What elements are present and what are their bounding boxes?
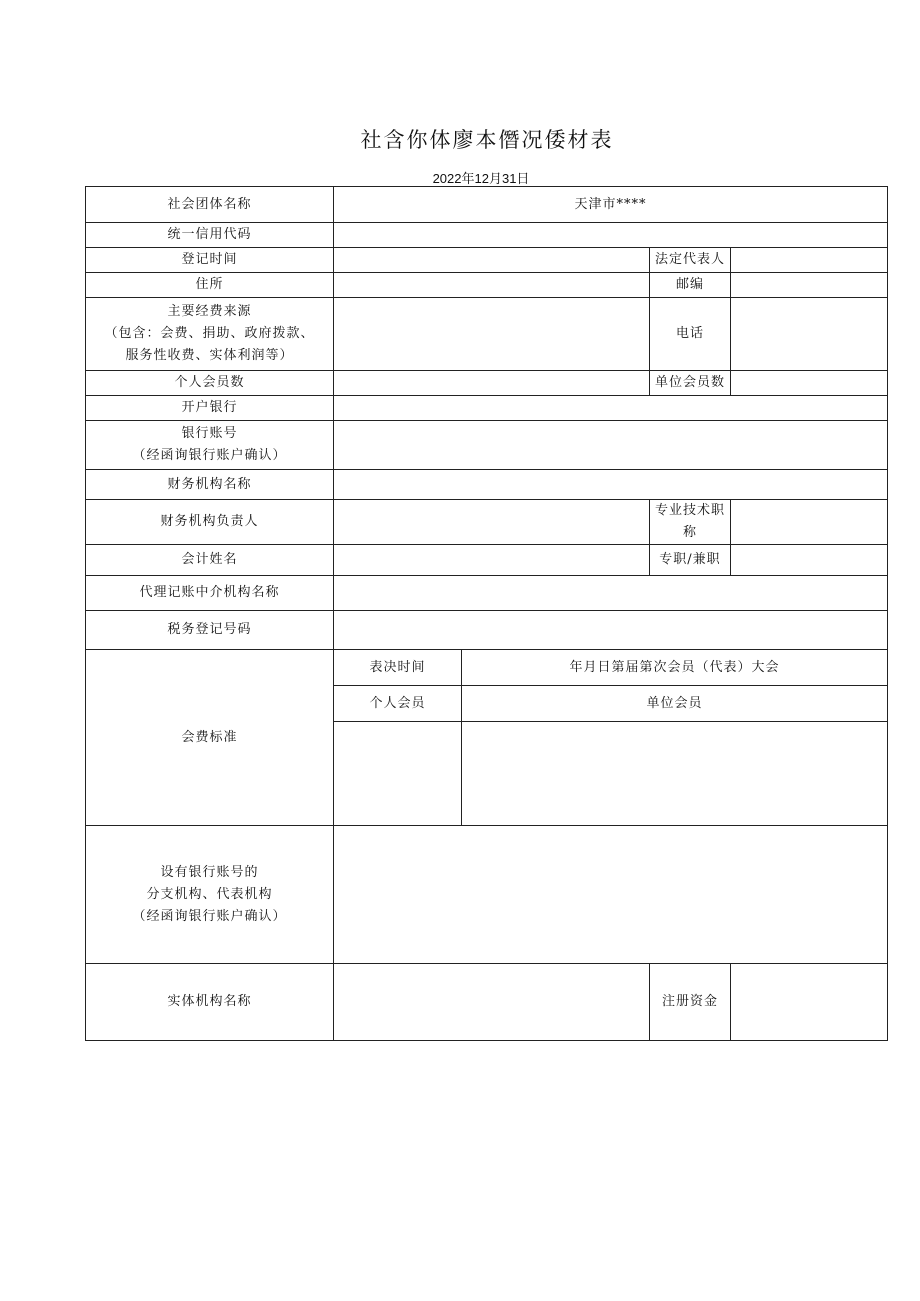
funding-label: 主要经费来源 （包含：会费、捐助、政府拨款、 服务性收费、实体利润等） bbox=[86, 298, 334, 371]
row-agency bbox=[86, 576, 888, 611]
account-label: 银行账号 （经函询银行账户确认） bbox=[86, 421, 334, 470]
fee-individual-label: 个人会员 bbox=[334, 686, 462, 722]
tax-value[interactable] bbox=[334, 611, 888, 650]
accountant-value[interactable] bbox=[334, 545, 650, 576]
address-value[interactable] bbox=[334, 273, 650, 298]
postcode-value[interactable] bbox=[731, 273, 888, 298]
accountant-label: 会计姓名 bbox=[86, 545, 334, 576]
tax-label: 税务登记号码 bbox=[86, 611, 334, 650]
postcode-label: 邮编 bbox=[650, 273, 731, 298]
phone-label: 电话 bbox=[650, 298, 731, 371]
fee-standard-label: 会费标准 bbox=[86, 650, 334, 826]
fee-individual-value[interactable] bbox=[334, 722, 462, 826]
finance-head-value[interactable] bbox=[334, 500, 650, 545]
row-credit-code bbox=[86, 223, 888, 248]
agency-label: 代理记账中介机构名称 bbox=[86, 576, 334, 611]
report-date: 2022年12月31日 bbox=[432, 171, 530, 186]
row-branch bbox=[86, 826, 888, 964]
row-entity bbox=[86, 964, 888, 1041]
finance-org-value[interactable] bbox=[334, 470, 888, 500]
individual-members-value[interactable] bbox=[334, 371, 650, 396]
row-finance-org bbox=[86, 470, 888, 500]
row-funding bbox=[86, 298, 888, 371]
finance-org-label: 财务机构名称 bbox=[86, 470, 334, 500]
bank-value[interactable] bbox=[334, 396, 888, 421]
row-org-name bbox=[86, 187, 888, 223]
decision-time-label: 表决时间 bbox=[334, 650, 462, 686]
row-finance-head bbox=[86, 500, 888, 545]
row-reg-time bbox=[86, 248, 888, 273]
fulltime-value[interactable] bbox=[731, 545, 888, 576]
org-name-value[interactable]: 天津市**** bbox=[334, 187, 888, 223]
info-table bbox=[85, 186, 888, 1041]
capital-value[interactable] bbox=[731, 964, 888, 1041]
credit-code-value[interactable] bbox=[334, 223, 888, 248]
credit-code-label: 统一信用代码 bbox=[86, 223, 334, 248]
phone-value[interactable] bbox=[731, 298, 888, 371]
individual-members-label: 个人会员数 bbox=[86, 371, 334, 396]
prof-title-label: 专业技术职称 bbox=[650, 500, 731, 545]
entity-label: 实体机构名称 bbox=[86, 964, 334, 1041]
unit-members-value[interactable] bbox=[731, 371, 888, 396]
row-accountant bbox=[86, 545, 888, 576]
row-tax bbox=[86, 611, 888, 650]
unit-members-label: 单位会员数 bbox=[650, 371, 731, 396]
branch-value[interactable] bbox=[334, 826, 888, 964]
row-members bbox=[86, 371, 888, 396]
fulltime-label: 专职/兼职 bbox=[650, 545, 731, 576]
legal-rep-value[interactable] bbox=[731, 248, 888, 273]
address-label: 住所 bbox=[86, 273, 334, 298]
reg-time-value[interactable] bbox=[334, 248, 650, 273]
org-name-label: 社会团体名称 bbox=[86, 187, 334, 223]
fee-unit-label: 单位会员 bbox=[462, 686, 888, 722]
entity-value[interactable] bbox=[334, 964, 650, 1041]
row-bank bbox=[86, 396, 888, 421]
bank-label: 开户银行 bbox=[86, 396, 334, 421]
fee-unit-value[interactable] bbox=[462, 722, 888, 826]
row-fee-decision bbox=[86, 650, 888, 686]
capital-label: 注册资金 bbox=[650, 964, 731, 1041]
reg-time-label: 登记时间 bbox=[86, 248, 334, 273]
row-address bbox=[86, 273, 888, 298]
branch-label: 设有银行账号的 分支机构、代表机构 （经函询银行账户确认） bbox=[86, 826, 334, 964]
account-value[interactable] bbox=[334, 421, 888, 470]
decision-time-value: 年月日第届第次会员（代表）大会 bbox=[462, 650, 888, 686]
row-account bbox=[86, 421, 888, 470]
finance-head-label: 财务机构负责人 bbox=[86, 500, 334, 545]
legal-rep-label: 法定代表人 bbox=[650, 248, 731, 273]
funding-value[interactable] bbox=[334, 298, 650, 371]
prof-title-value[interactable] bbox=[731, 500, 888, 545]
form-title: 社含你体廖本僭况倭材表 bbox=[360, 128, 614, 152]
agency-value[interactable] bbox=[334, 576, 888, 611]
